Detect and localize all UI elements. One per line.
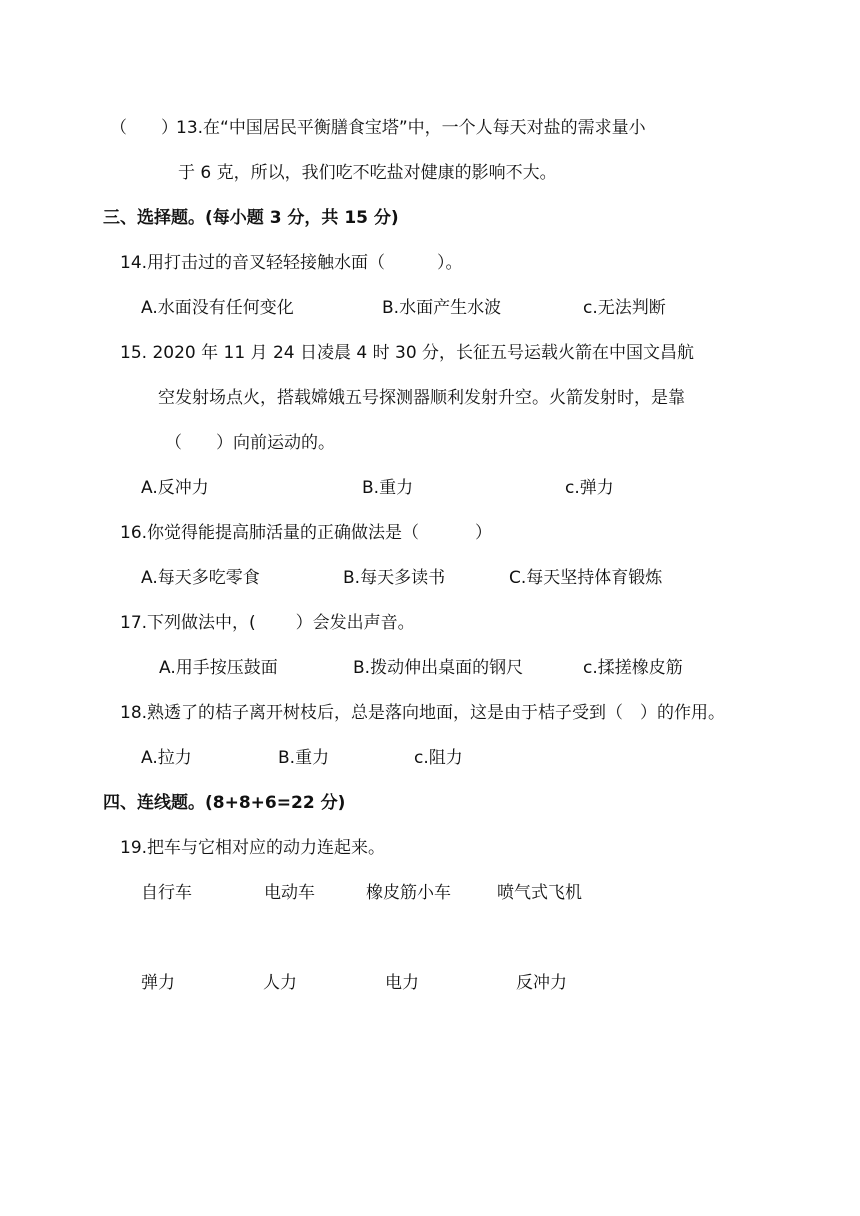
section-3-title: 三、选择题。(每小题 3 分，共 15 分): [103, 208, 399, 228]
q15-stem-line1: 15. 2020 年 11 月 24 日凌晨 4 时 30 分，长征五号运载火箭在中国文昌航: [120, 343, 695, 363]
q17-option-b[interactable]: B.拨动伸出桌面的钢尺: [353, 658, 524, 678]
vehicle-item[interactable]: 自行车: [141, 883, 192, 903]
q16-option-c[interactable]: C.每天坚持体育锻炼: [509, 568, 663, 588]
q16-stem: [120, 522, 492, 544]
q16-stem-pre: 16.你觉得能提高肺活量的正确做法是（: [120, 523, 420, 543]
q16-option-b[interactable]: B.每天多读书: [343, 568, 446, 588]
q17-option-a[interactable]: A.用手按压鼓面: [159, 658, 278, 678]
power-item[interactable]: 弹力: [141, 973, 175, 993]
q14-option-a[interactable]: A.水面没有任何变化: [141, 298, 294, 318]
q15-option-c[interactable]: c.弹力: [565, 478, 614, 498]
q18-option-c[interactable]: c.阻力: [414, 748, 463, 768]
power-item[interactable]: 电力: [385, 973, 419, 993]
q18-stem: 18.熟透了的桔子离开树枝后，总是落向地面，这是由于桔子受到（ ）的作用。: [120, 703, 726, 723]
q14-stem-pre: 14.用打击过的音叉轻轻接触水面（: [120, 253, 386, 273]
q16-option-a[interactable]: A.每天多吃零食: [141, 568, 260, 588]
q17-stem-pre: 17.下列做法中，(: [120, 613, 256, 633]
q17-stem: [120, 612, 415, 634]
vehicle-item[interactable]: 橡皮筋小车: [366, 883, 451, 903]
power-item[interactable]: 人力: [263, 973, 297, 993]
vehicle-item[interactable]: 电动车: [264, 883, 315, 903]
q15-option-a[interactable]: A.反冲力: [141, 478, 209, 498]
q13-stem-line2: 于 6 克，所以，我们吃不吃盐对健康的影响不大。: [178, 163, 557, 183]
q16-stem-post: ）: [475, 523, 493, 543]
q13-stem-line1: 13.在“中国居民平衡膳食宝塔”中，一个人每天对盐的需求量小: [176, 118, 646, 138]
q14-option-b[interactable]: B.水面产生水波: [382, 298, 502, 318]
q17-stem-post: ）会发出声音。: [295, 613, 415, 633]
q18-option-b[interactable]: B.重力: [278, 748, 330, 768]
q19-stem: 19.把车与它相对应的动力连起来。: [120, 838, 386, 858]
q15-option-b[interactable]: B.重力: [362, 478, 414, 498]
q14-stem-post: ）。: [437, 253, 463, 273]
q14-option-c[interactable]: c.无法判断: [583, 298, 666, 318]
vehicle-item[interactable]: 喷气式飞机: [497, 883, 582, 903]
q17-option-c[interactable]: c.揉搓橡皮筋: [583, 658, 683, 678]
q15-stem-line2: 空发射场点火，搭载嫦娥五号探测器顺利发射升空。火箭发射时，是靠: [158, 388, 685, 408]
q13-answer-paren[interactable]: （ ）: [110, 118, 178, 138]
q14-stem: [120, 252, 463, 274]
section-4-title: 四、连线题。(8+8+6=22 分): [103, 793, 346, 813]
power-item[interactable]: 反冲力: [516, 973, 567, 993]
q15-stem-line3: （ ）向前运动的。: [165, 433, 335, 453]
q18-option-a[interactable]: A.拉力: [141, 748, 192, 768]
